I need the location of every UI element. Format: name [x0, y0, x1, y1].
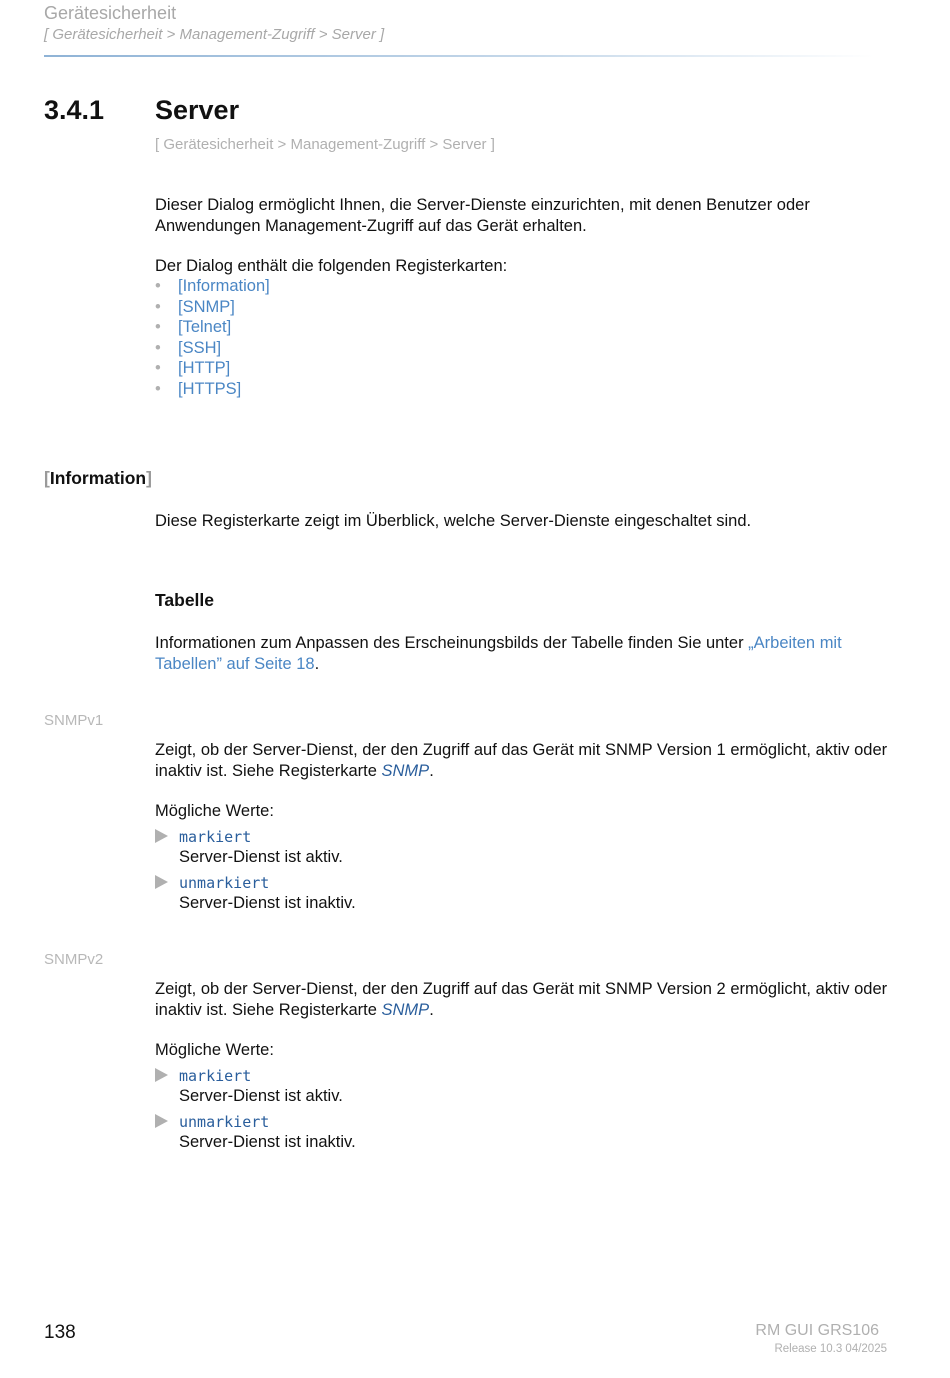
bullet-icon: • [155, 318, 161, 336]
value-code: unmarkiert [179, 874, 270, 892]
chapter-breadcrumb: [ Gerätesicherheit > Management-Zugriff > Server ] [155, 136, 495, 153]
snmp-tab-link[interactable]: SNMP [381, 761, 430, 780]
chapter-number: 3.4.1 [44, 95, 105, 125]
header-divider [44, 55, 874, 57]
param-text: Zeigt, ob der Server-Dienst, der den Zugriff auf das Gerät mit SNMP Version 2 ermöglicht, aktiv oder inaktiv ist. Siehe Registerkarte [155, 980, 888, 1019]
triangle-bullet-icon [155, 1068, 168, 1082]
possible-values-label: Mögliche Werte: [155, 802, 274, 820]
param-description-snmpv1 [155, 740, 895, 781]
running-header-path: [ Gerätesicherheit > Management-Zugriff > Server ] [44, 26, 385, 43]
snmp-tab-link[interactable]: SNMP [381, 1000, 430, 1019]
possible-values-label: Mögliche Werte: [155, 1041, 274, 1059]
tab-link-https[interactable]: [HTTPS] [178, 379, 242, 398]
bullet-icon: • [155, 359, 161, 377]
running-header-title: Gerätesicherheit [44, 3, 177, 23]
tab-link-item[interactable] [155, 358, 270, 379]
value-code: unmarkiert [179, 1113, 270, 1131]
bracket-close: ] [146, 468, 152, 488]
tab-link-item[interactable] [155, 379, 270, 400]
chapter-title: Server [155, 95, 240, 125]
triangle-bullet-icon [155, 1114, 168, 1128]
value-description: Server-Dienst ist inaktiv. [179, 1133, 356, 1151]
tab-link-ssh[interactable]: [SSH] [178, 338, 222, 357]
page-number: 138 [44, 1322, 76, 1343]
triangle-bullet-icon [155, 829, 168, 843]
intro-paragraph: Dieser Dialog ermöglicht Ihnen, die Server-Dienste einzurichten, mit denen Benutzer oder Anwendungen Management-Zugriff auf das Gerät erhalten. [155, 196, 810, 235]
param-text-end: . [429, 761, 434, 780]
tab-link-snmp[interactable]: [SNMP] [178, 297, 235, 316]
tab-link-item[interactable] [155, 276, 270, 297]
value-item [155, 827, 555, 869]
value-description: Server-Dienst ist aktiv. [179, 1087, 343, 1105]
value-description: Server-Dienst ist inaktiv. [179, 894, 356, 912]
bullet-icon: • [155, 297, 161, 316]
tab-link-item[interactable] [155, 338, 270, 359]
tab-link-telnet[interactable]: [Telnet] [178, 318, 232, 336]
table-paragraph [155, 633, 895, 674]
tab-link-information[interactable]: [Information] [178, 277, 270, 295]
param-label-snmpv1: SNMPv1 [44, 712, 104, 729]
triangle-bullet-icon [155, 875, 168, 889]
value-item [155, 873, 555, 915]
footer-document-name: RM GUI GRS106 [755, 1322, 879, 1339]
value-code: markiert [179, 828, 252, 846]
section-heading-word: Information [49, 468, 147, 488]
param-label-snmpv2: SNMPv2 [44, 951, 104, 968]
section-heading-information [44, 468, 152, 489]
footer-release: Release 10.3 04/2025 [774, 1343, 887, 1355]
tabs-intro: Der Dialog enthält die folgenden Registerkarten: [155, 257, 508, 275]
param-description-snmpv2 [155, 979, 895, 1020]
tab-link-item[interactable] [155, 317, 270, 338]
table-heading: Tabelle [155, 590, 215, 610]
tab-link-list [155, 276, 270, 399]
table-text: Informationen zum Anpassen des Erscheinungsbilds der Tabelle finden Sie unter [155, 634, 749, 652]
tab-link-item[interactable] [155, 297, 270, 318]
table-cross-reference-link[interactable]: „Arbeiten mit Tabellen” auf Seite 18 [155, 634, 842, 673]
value-item [155, 1066, 555, 1108]
param-text: Zeigt, ob der Server-Dienst, der den Zugriff auf das Gerät mit SNMP Version 1 ermöglicht, aktiv oder inaktiv ist. Siehe Registerkarte [155, 741, 888, 780]
bullet-icon: • [155, 338, 161, 357]
value-code: markiert [179, 1067, 252, 1085]
tab-link-http[interactable]: [HTTP] [178, 359, 231, 377]
table-text-end: . [314, 654, 320, 673]
bullet-icon: • [155, 379, 161, 398]
value-description: Server-Dienst ist aktiv. [179, 848, 343, 866]
information-description: Diese Registerkarte zeigt im Überblick, welche Server-Dienste eingeschaltet sind. [155, 512, 752, 530]
bracket-open: [ [44, 468, 50, 488]
bullet-icon: • [155, 277, 161, 295]
value-item [155, 1112, 555, 1154]
param-text-end: . [429, 1000, 434, 1019]
